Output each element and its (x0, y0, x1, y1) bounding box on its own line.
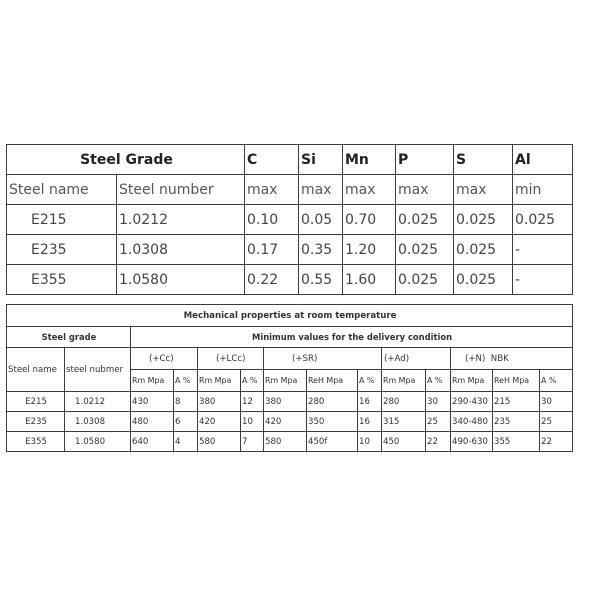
unit-cell: A % (174, 370, 198, 392)
table-cell: 1.0212 (65, 392, 131, 412)
table-cell: 355 (493, 432, 540, 452)
table-cell: 0.35 (299, 235, 343, 265)
condition-n-nbk: (+N) NBK (451, 348, 573, 370)
table-cell: 215 (493, 392, 540, 412)
chemical-composition-table (6, 144, 573, 295)
header-al: Al (513, 145, 573, 175)
unit-cell: ReH Mpa (493, 370, 540, 392)
unit-cell: A % (426, 370, 451, 392)
chem-units-row (7, 175, 573, 205)
header-mn: Mn (343, 145, 396, 175)
steel-grade-label: Steel grade (7, 327, 131, 348)
table-cell: 30 (540, 392, 573, 412)
units-p: max (396, 175, 454, 205)
table-cell: 0.025 (396, 265, 454, 295)
table-cell: 340-480 (451, 412, 493, 432)
unit-cell: Rm Mpa (264, 370, 307, 392)
mech-group-row (7, 327, 573, 348)
table-cell: 430 (131, 392, 174, 412)
header-c: C (245, 145, 299, 175)
table-cell: E215 (7, 205, 117, 235)
units-steel-number: Steel number (117, 175, 245, 205)
table-cell: 1.20 (343, 235, 396, 265)
table-row (7, 235, 573, 265)
table-cell: - (513, 235, 573, 265)
table-cell: 1.0212 (117, 205, 245, 235)
mechanical-properties-table (6, 304, 573, 452)
table-cell: E355 (7, 265, 117, 295)
table-cell: 12 (241, 392, 264, 412)
table-cell: 10 (358, 432, 382, 452)
steel-name-label: Steel name (7, 348, 65, 392)
table-cell: 380 (198, 392, 241, 412)
table-row (7, 392, 573, 412)
units-mn: max (343, 175, 396, 205)
unit-cell: Rm Mpa (131, 370, 174, 392)
table-cell: 0.70 (343, 205, 396, 235)
table-row (7, 205, 573, 235)
table-cell: 22 (426, 432, 451, 452)
unit-cell: Rm Mpa (382, 370, 426, 392)
units-al: min (513, 175, 573, 205)
unit-cell: ReH Mpa (307, 370, 358, 392)
steel-number-label: steel nubmer (65, 348, 131, 392)
table-cell: 8 (174, 392, 198, 412)
units-c: max (245, 175, 299, 205)
table-cell: 6 (174, 412, 198, 432)
table-cell: 420 (198, 412, 241, 432)
table-cell: 0.025 (454, 235, 513, 265)
table-cell: 0.025 (396, 205, 454, 235)
table-cell: - (513, 265, 573, 295)
table-cell: 30 (426, 392, 451, 412)
table-cell: 0.025 (454, 265, 513, 295)
table-cell: 0.025 (396, 235, 454, 265)
units-steel-name: Steel name (7, 175, 117, 205)
table-cell: E235 (7, 235, 117, 265)
table-cell: 480 (131, 412, 174, 432)
table-cell: E235 (7, 412, 65, 432)
table-cell: 580 (198, 432, 241, 452)
table-row (7, 412, 573, 432)
table-cell: 25 (426, 412, 451, 432)
table-cell: 1.0580 (117, 265, 245, 295)
unit-cell: A % (540, 370, 573, 392)
table-cell: 1.0308 (117, 235, 245, 265)
table-cell: 0.17 (245, 235, 299, 265)
table-cell: 16 (358, 412, 382, 432)
table-cell: 25 (540, 412, 573, 432)
table-cell: 235 (493, 412, 540, 432)
min-values-label: Minimum values for the delivery condition (131, 327, 573, 348)
table-cell: 0.22 (245, 265, 299, 295)
table-cell: 280 (382, 392, 426, 412)
table-cell: 10 (241, 412, 264, 432)
table-cell: 0.025 (513, 205, 573, 235)
table-cell: 420 (264, 412, 307, 432)
table-cell: 580 (264, 432, 307, 452)
mech-condition-row (7, 348, 573, 370)
table-cell: 1.60 (343, 265, 396, 295)
table-cell: 490-630 (451, 432, 493, 452)
header-p: P (396, 145, 454, 175)
table-cell: 0.025 (454, 205, 513, 235)
condition-ad: (+Ad) (382, 348, 451, 370)
table-cell: 0.55 (299, 265, 343, 295)
table-row (7, 265, 573, 295)
table-row (7, 432, 573, 452)
table-cell: 1.0580 (65, 432, 131, 452)
table-cell: 280 (307, 392, 358, 412)
table-cell: 380 (264, 392, 307, 412)
table-cell: 350 (307, 412, 358, 432)
chem-header-row (7, 145, 573, 175)
units-s: max (454, 175, 513, 205)
condition-sr: (+SR) (264, 348, 382, 370)
table-cell: E355 (7, 432, 65, 452)
unit-cell: Rm Mpa (198, 370, 241, 392)
mech-title-row (7, 305, 573, 327)
table-cell: 640 (131, 432, 174, 452)
header-si: Si (299, 145, 343, 175)
condition-cc: (+Cc) (131, 348, 198, 370)
header-steel-grade: Steel Grade (7, 145, 245, 175)
table-cell: 22 (540, 432, 573, 452)
unit-cell: Rm Mpa (451, 370, 493, 392)
mech-title: Mechanical properties at room temperature (7, 305, 573, 327)
table-cell: E215 (7, 392, 65, 412)
table-cell: 1.0308 (65, 412, 131, 432)
table-cell: 315 (382, 412, 426, 432)
table-cell: 450f (307, 432, 358, 452)
condition-lcc: (+LCc) (198, 348, 264, 370)
table-cell: 450 (382, 432, 426, 452)
unit-cell: A % (241, 370, 264, 392)
units-si: max (299, 175, 343, 205)
table-cell: 4 (174, 432, 198, 452)
table-cell: 0.10 (245, 205, 299, 235)
table-cell: 290-430 (451, 392, 493, 412)
header-s: S (454, 145, 513, 175)
table-cell: 7 (241, 432, 264, 452)
unit-cell: A % (358, 370, 382, 392)
table-cell: 0.05 (299, 205, 343, 235)
table-cell: 16 (358, 392, 382, 412)
